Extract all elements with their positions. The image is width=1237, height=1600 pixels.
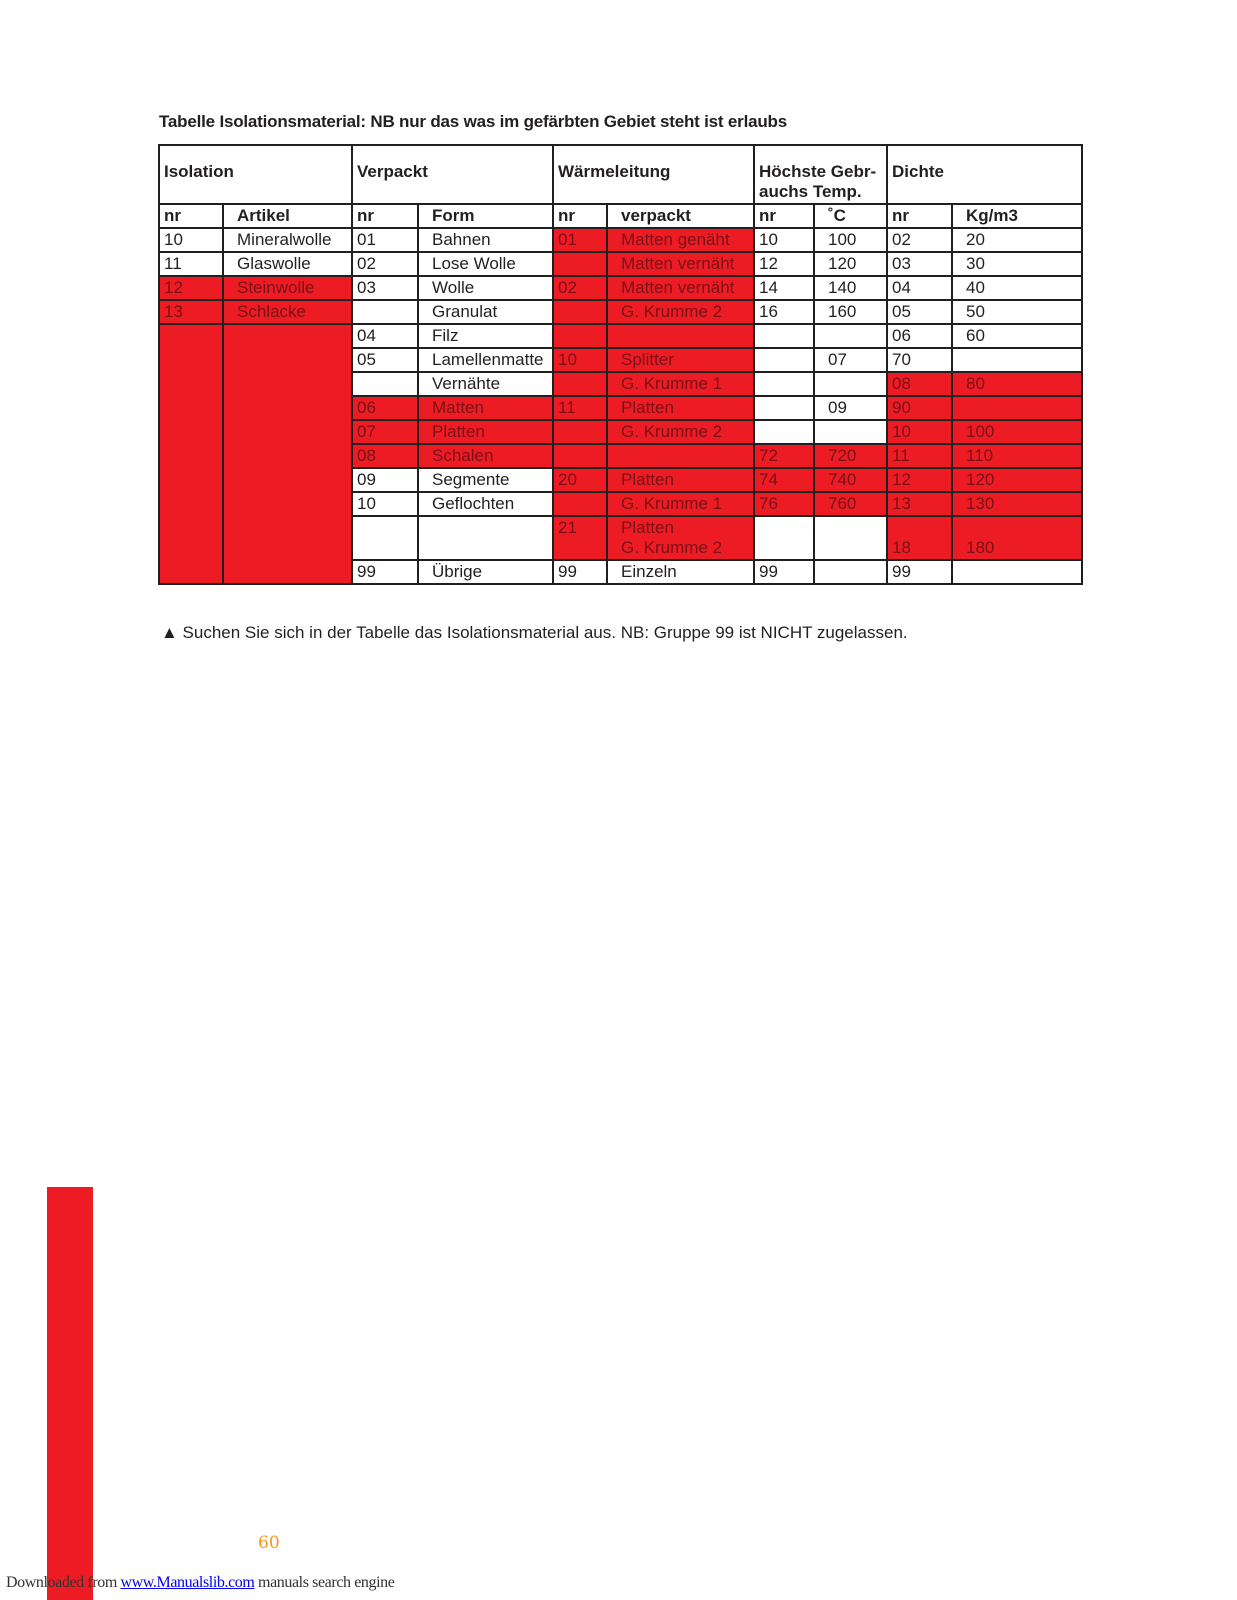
- table-cell-nr-verpackt: 01: [352, 228, 418, 252]
- group-isolation: Isolation: [159, 145, 352, 204]
- table-cell-nr-verpackt: 08: [352, 444, 418, 468]
- table-cell-form: Segmente: [418, 468, 553, 492]
- table-cell-nr-isolation: 13: [159, 300, 223, 324]
- table-cell-nr-dichte: 08: [887, 372, 952, 396]
- subheader-artikel: Artikel: [223, 204, 352, 228]
- table-cell-nr-dichte: 99: [887, 560, 952, 584]
- subheader-kg-m3: Kg/m3: [952, 204, 1082, 228]
- subheader-nr-isolation: nr: [159, 204, 223, 228]
- table-cell-nr-waerme: 99: [553, 560, 607, 584]
- subheader-nr-temp: nr: [754, 204, 814, 228]
- red-side-bar: [47, 1187, 93, 1600]
- footer: [6, 1574, 394, 1592]
- table-cell-celsius: 140: [814, 276, 887, 300]
- table-cell-kg-m3: 50: [952, 300, 1082, 324]
- table-cell-nr-dichte: 12: [887, 468, 952, 492]
- table-cell-verpackt-waerme: Platten: [607, 396, 754, 420]
- table-cell-nr-waerme: [553, 372, 607, 396]
- table-cell-nr-temp: 99: [754, 560, 814, 584]
- table-cell-nr-temp: 74: [754, 468, 814, 492]
- table-cell-kg-m3: 180: [952, 516, 1082, 560]
- table-cell-verpackt-waerme: [607, 444, 754, 468]
- table-cell-nr-verpackt: 06: [352, 396, 418, 420]
- table-cell-nr-isolation: 10: [159, 228, 223, 252]
- table-cell-kg-m3: 30: [952, 252, 1082, 276]
- table-cell-verpackt-waerme: G. Krumme 2: [607, 300, 754, 324]
- table-cell-verpackt-waerme: G. Krumme 1: [607, 372, 754, 396]
- table-cell-nr-temp: [754, 348, 814, 372]
- table-cell-verpackt-waerme: Einzeln: [607, 560, 754, 584]
- table-cell-nr-dichte: 90: [887, 396, 952, 420]
- table-cell-form: Geflochten: [418, 492, 553, 516]
- table-cell-nr-dichte: 02: [887, 228, 952, 252]
- table-cell-nr-verpackt: 09: [352, 468, 418, 492]
- table-cell-nr-temp: [754, 396, 814, 420]
- table-cell-celsius: [814, 420, 887, 444]
- group-dichte: Dichte: [887, 145, 1082, 204]
- footer-prefix: Downloaded from: [6, 1574, 121, 1591]
- table-cell-form: Platten: [418, 420, 553, 444]
- table-cell-form: Lamellenmatte: [418, 348, 553, 372]
- table-cell-nr-dichte: 06: [887, 324, 952, 348]
- table-cell-celsius: 760: [814, 492, 887, 516]
- group-temperature: Höchste Gebr- auchs Temp.: [754, 145, 887, 204]
- table-cell-nr-waerme: 21: [553, 516, 607, 560]
- table-cell-form: Granulat: [418, 300, 553, 324]
- table-cell-kg-m3: 20: [952, 228, 1082, 252]
- table-cell-celsius: 09: [814, 396, 887, 420]
- table-cell-nr-dichte: 70: [887, 348, 952, 372]
- table-cell-nr-temp: 72: [754, 444, 814, 468]
- table-cell-verpackt-waerme: Splitter: [607, 348, 754, 372]
- table-cell-nr-verpackt: 04: [352, 324, 418, 348]
- table-cell-form: Matten: [418, 396, 553, 420]
- isolation-blank-block: [159, 324, 223, 584]
- table-cell-celsius: 160: [814, 300, 887, 324]
- table-cell-kg-m3: 130: [952, 492, 1082, 516]
- table-cell-nr-verpackt: [352, 516, 418, 560]
- footer-suffix: manuals search engine: [254, 1574, 395, 1591]
- table-cell-nr-dichte: 05: [887, 300, 952, 324]
- table-cell-artikel: Schlacke: [223, 300, 352, 324]
- table-row: [159, 324, 1082, 348]
- table-cell-nr-dichte: 10: [887, 420, 952, 444]
- table-cell-verpackt-waerme: G. Krumme 1: [607, 492, 754, 516]
- table-cell-nr-verpackt: 03: [352, 276, 418, 300]
- subheader-nr-verpackt: nr: [352, 204, 418, 228]
- group-waermeleitung: Wärmeleitung: [553, 145, 754, 204]
- table-cell-verpackt-waerme: [607, 324, 754, 348]
- table-cell-kg-m3: 110: [952, 444, 1082, 468]
- table-cell-nr-verpackt: [352, 300, 418, 324]
- table-cell-nr-waerme: 11: [553, 396, 607, 420]
- manualslib-link[interactable]: www.Manualslib.com: [120, 1574, 255, 1591]
- table-cell-nr-temp: 14: [754, 276, 814, 300]
- table-cell-form: Bahnen: [418, 228, 553, 252]
- table-cell-artikel: Mineralwolle: [223, 228, 352, 252]
- table-cell-verpackt-waerme: Matten vernäht: [607, 276, 754, 300]
- table-cell-nr-waerme: [553, 420, 607, 444]
- table-cell-nr-verpackt: [352, 372, 418, 396]
- table-cell-nr-verpackt: 02: [352, 252, 418, 276]
- table-cell-nr-verpackt: 07: [352, 420, 418, 444]
- table-cell-nr-waerme: [553, 252, 607, 276]
- table-cell-nr-temp: 76: [754, 492, 814, 516]
- table-cell-nr-temp: [754, 516, 814, 560]
- table-cell-nr-waerme: 10: [553, 348, 607, 372]
- table-cell-nr-temp: [754, 372, 814, 396]
- table-cell-nr-isolation: 11: [159, 252, 223, 276]
- subheader-nr-dichte: nr: [887, 204, 952, 228]
- table-cell-form: Schalen: [418, 444, 553, 468]
- subheader-form: Form: [418, 204, 553, 228]
- table-cell-artikel: Glaswolle: [223, 252, 352, 276]
- table-cell-nr-temp: 16: [754, 300, 814, 324]
- table-cell-artikel: Steinwolle: [223, 276, 352, 300]
- table-cell-nr-isolation: 12: [159, 276, 223, 300]
- table-cell-celsius: 100: [814, 228, 887, 252]
- table-cell-nr-verpackt: 10: [352, 492, 418, 516]
- table-body: [159, 145, 1082, 584]
- table-row: [159, 276, 1082, 300]
- subheader-nr-waerme: nr: [553, 204, 607, 228]
- subheader-verpackt-waerme: verpackt: [607, 204, 754, 228]
- table-cell-form: Vernähte: [418, 372, 553, 396]
- table-cell-nr-dichte: 13: [887, 492, 952, 516]
- table-cell-verpackt-waerme: Platten G. Krumme 2: [607, 516, 754, 560]
- table-cell-nr-dichte: 11: [887, 444, 952, 468]
- table-cell-celsius: 720: [814, 444, 887, 468]
- table-cell-nr-waerme: [553, 324, 607, 348]
- table-row: [159, 228, 1082, 252]
- table-cell-form: Wolle: [418, 276, 553, 300]
- table-cell-celsius: [814, 516, 887, 560]
- table-cell-nr-verpackt: 99: [352, 560, 418, 584]
- table-row: [159, 252, 1082, 276]
- table-cell-kg-m3: 60: [952, 324, 1082, 348]
- table-cell-nr-temp: 12: [754, 252, 814, 276]
- table-cell-form: [418, 516, 553, 560]
- table-cell-celsius: [814, 560, 887, 584]
- table-cell-nr-waerme: [553, 444, 607, 468]
- table-cell-nr-dichte: 18: [887, 516, 952, 560]
- table-cell-nr-dichte: 04: [887, 276, 952, 300]
- table-cell-nr-waerme: 20: [553, 468, 607, 492]
- table-title: Tabelle Isolationsmaterial: NB nur das was im gefärbten Gebiet steht ist erlaubs: [159, 112, 787, 131]
- table-cell-nr-dichte: 03: [887, 252, 952, 276]
- table-cell-celsius: [814, 372, 887, 396]
- table-cell-kg-m3: [952, 560, 1082, 584]
- table-cell-nr-waerme: 01: [553, 228, 607, 252]
- table-cell-celsius: [814, 324, 887, 348]
- table-cell-kg-m3: [952, 348, 1082, 372]
- table-cell-celsius: 07: [814, 348, 887, 372]
- insulation-table: [158, 144, 1083, 585]
- isolation-blank-block: [223, 324, 352, 584]
- table-cell-celsius: 120: [814, 252, 887, 276]
- table-cell-nr-verpackt: 05: [352, 348, 418, 372]
- table-row: [159, 300, 1082, 324]
- table-cell-celsius: 740: [814, 468, 887, 492]
- table-cell-kg-m3: [952, 396, 1082, 420]
- table-cell-kg-m3: 40: [952, 276, 1082, 300]
- table-cell-form: Filz: [418, 324, 553, 348]
- table-cell-nr-temp: 10: [754, 228, 814, 252]
- page-number: 60: [258, 1533, 280, 1553]
- table-cell-kg-m3: 100: [952, 420, 1082, 444]
- table-cell-form: Übrige: [418, 560, 553, 584]
- subheader-celsius: ˚C: [814, 204, 887, 228]
- group-verpackt: Verpackt: [352, 145, 553, 204]
- table-cell-nr-temp: [754, 420, 814, 444]
- sub-header-row: [159, 204, 1082, 228]
- table-cell-nr-temp: [754, 324, 814, 348]
- table-cell-kg-m3: 120: [952, 468, 1082, 492]
- table-cell-form: Lose Wolle: [418, 252, 553, 276]
- table-cell-verpackt-waerme: Platten: [607, 468, 754, 492]
- table-caption: ▲ Suchen Sie sich in der Tabelle das Isolationsmaterial aus. NB: Gruppe 99 ist NICHT zugelassen.: [161, 623, 908, 642]
- table-cell-nr-waerme: [553, 300, 607, 324]
- group-header-row: [159, 145, 1082, 204]
- table-cell-verpackt-waerme: Matten genäht: [607, 228, 754, 252]
- table-cell-verpackt-waerme: G. Krumme 2: [607, 420, 754, 444]
- table-cell-nr-waerme: [553, 492, 607, 516]
- table-cell-nr-waerme: 02: [553, 276, 607, 300]
- table-cell-verpackt-waerme: Matten vernäht: [607, 252, 754, 276]
- table-cell-kg-m3: 80: [952, 372, 1082, 396]
